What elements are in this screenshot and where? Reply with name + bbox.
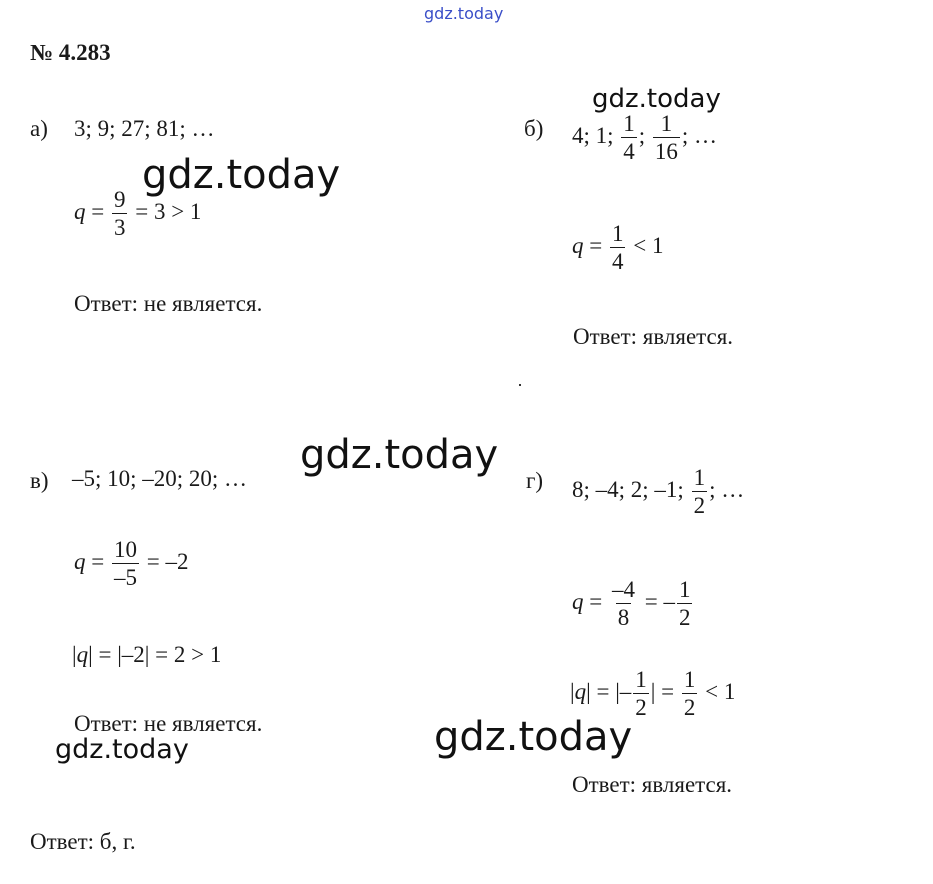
separator: ; xyxy=(638,122,646,148)
fraction-numerator: 1 xyxy=(683,667,696,692)
fraction-denominator: 2 xyxy=(693,493,706,518)
fraction xyxy=(112,188,128,239)
fraction xyxy=(653,112,680,163)
ratio-result: = –2 xyxy=(146,548,189,574)
q-variable: q xyxy=(74,198,86,224)
part-g-answer: Ответ: является. xyxy=(572,772,733,797)
fraction-denominator: 2 xyxy=(635,695,647,720)
q-variable: q xyxy=(572,588,584,614)
part-g-abs-line: |q| = |– $\frac{1}{2}$ | = $\frac{1}{2}$ < 1 xyxy=(570,667,736,720)
watermark: gdz.today xyxy=(55,734,189,765)
ratio-result: < 1 xyxy=(633,232,664,258)
q-variable: q xyxy=(574,678,587,704)
sequence-end: ; … xyxy=(709,476,745,502)
fraction xyxy=(677,578,693,629)
watermark: gdz.today xyxy=(434,714,633,760)
fraction xyxy=(610,578,637,629)
abs-middle: = |– xyxy=(596,678,632,704)
equals-sign: = xyxy=(91,548,105,574)
watermark: gdz.today xyxy=(424,4,504,23)
fraction-numerator: –4 xyxy=(611,577,635,602)
part-b-label: б) xyxy=(524,116,544,141)
part-b-sequence xyxy=(572,112,717,163)
fraction-denominator: 8 xyxy=(617,605,630,630)
watermark: gdz.today xyxy=(142,152,341,198)
fraction-denominator: –5 xyxy=(113,565,137,590)
fraction xyxy=(682,668,698,719)
part-g-label: г) xyxy=(526,468,544,493)
fraction xyxy=(610,222,626,273)
equals-sign: = xyxy=(589,232,603,258)
q-variable: q xyxy=(74,548,86,574)
part-a-label: а) xyxy=(30,116,48,141)
part-a-answer: Ответ: не является. xyxy=(74,291,263,316)
fraction xyxy=(112,538,139,589)
part-b-ratio xyxy=(572,222,663,273)
part-v-answer: Ответ: не является. xyxy=(74,711,263,736)
equals-sign: = xyxy=(91,198,105,224)
fraction-numerator: 1 xyxy=(611,221,624,246)
fraction-denominator: 4 xyxy=(623,139,635,164)
q-variable: q xyxy=(76,642,89,667)
fraction-denominator: 16 xyxy=(654,139,678,164)
part-g-sequence xyxy=(572,466,744,517)
fraction-numerator: 1 xyxy=(660,111,673,136)
watermark: gdz.today xyxy=(300,432,499,478)
ratio-middle: = – xyxy=(644,588,675,614)
equals-sign: = xyxy=(589,588,603,614)
watermark: gdz.today xyxy=(592,84,721,114)
fraction-numerator: 9 xyxy=(113,187,126,212)
abs-result: < 1 xyxy=(705,678,736,704)
part-b-answer: Ответ: является. xyxy=(573,324,734,349)
sequence-start: 8; –4; 2; –1; xyxy=(572,476,684,502)
fraction-numerator: 1 xyxy=(635,667,647,692)
part-a-sequence: 3; 9; 27; 81; … xyxy=(74,116,215,141)
fraction-denominator: 4 xyxy=(611,249,624,274)
fraction-denominator: 2 xyxy=(683,695,696,720)
fraction-numerator: 1 xyxy=(693,465,706,490)
part-v-abs-line: |q| = |–2| = 2 > 1 xyxy=(72,642,222,667)
fraction xyxy=(633,668,649,719)
fraction xyxy=(621,112,637,163)
fraction-numerator: 1 xyxy=(623,111,635,136)
part-v-sequence: –5; 10; –20; 20; … xyxy=(72,466,248,491)
abs-close: | = xyxy=(650,678,675,704)
part-v-ratio xyxy=(74,538,188,589)
sequence-end: ; … xyxy=(681,122,718,148)
fraction xyxy=(692,466,708,517)
ratio-result: = 3 > 1 xyxy=(135,198,202,224)
fraction-numerator: 10 xyxy=(113,537,137,562)
part-g-ratio xyxy=(572,578,694,629)
part-a-ratio xyxy=(74,188,201,239)
abs-result: = |–2| = 2 > 1 xyxy=(98,642,222,667)
sequence-start: 4; 1; xyxy=(572,122,614,148)
fraction-denominator: 3 xyxy=(113,215,126,240)
fraction-denominator: 2 xyxy=(678,605,691,630)
problem-title: № 4.283 xyxy=(30,40,111,65)
part-v-label: в) xyxy=(30,468,49,493)
fraction-numerator: 1 xyxy=(678,577,691,602)
stray-dot xyxy=(519,384,521,386)
final-answer: Ответ: б, г. xyxy=(30,829,136,854)
q-variable: q xyxy=(572,232,584,258)
